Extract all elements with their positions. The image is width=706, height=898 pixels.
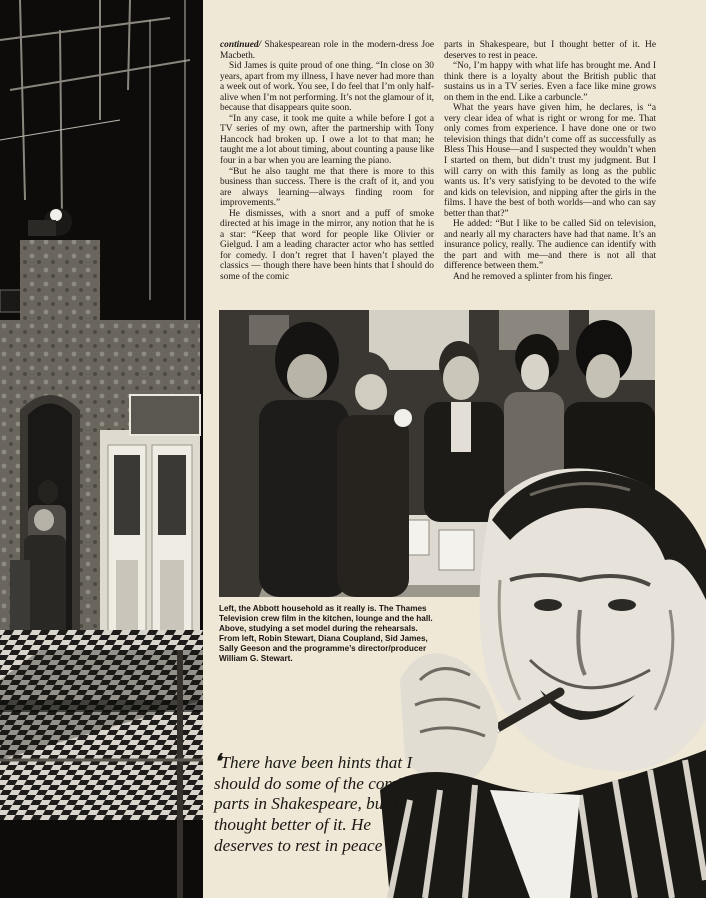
- article-paragraph: “In any case, it took me quite a while before I got a TV series of my own, after the partnership with Tony Hancock had broken up. I owe a lot to that man; he taught me a lot about timing, about counting a pause like four in a bar when you are learning the piano.: [220, 113, 434, 167]
- studio-set-photo: [0, 0, 203, 898]
- close-quote-mark: ❞: [382, 834, 394, 856]
- article-paragraph: “No, I’m happy with what life has brought me. And I think there is a loyalty about the British public that sustains us in a TV series. Even a face like mine grows on them in the end. Like a carbuncle.”: [444, 61, 656, 103]
- article-paragraph: He dismisses, with a snort and a puff of smoke directed at his image in the mirror, any notion that he is a star: “Keep that word for people like Olivier or Gielgud. I am a leading character actor who has settled for comedy. I don’t regret that I haven’t played the classics — though there have been hints that I should do some of the comic: [220, 208, 434, 283]
- article-paragraph: He added: “But I like to be called Sid on television, and nearly all my characters have had that name. It’s an insurance policy, really. The audience can identify with the part and with me—and there is not all that difference between them.”: [444, 219, 656, 272]
- studio-set-illustration: [0, 0, 203, 898]
- article-column-2: [444, 40, 656, 283]
- continued-label: continued/: [220, 40, 262, 50]
- pull-quote: [214, 752, 414, 857]
- article-paragraph: “But he also taught me that there is more to this business than success. There is the craft of it, and you are always learning—always finding room for improvements.”: [220, 166, 434, 209]
- article-column-1: [220, 40, 434, 283]
- pull-quote-text: There have been hints that I should do some of the comic parts in Shakespeare, but I thought better of it. He deserves to rest in peace: [214, 753, 413, 855]
- sid-james-portrait: [380, 460, 706, 898]
- article-paragraph: parts in Shakespeare, but I thought better of it. He deserves to rest in peace.: [444, 40, 656, 61]
- article-paragraph: And he removed a splinter from his finger.: [453, 272, 613, 283]
- article-paragraph: [220, 40, 434, 61]
- paragraph-text: Shakespearean role in the modern-dress Joe Macbeth.: [220, 40, 435, 61]
- photo-caption: Left, the Abbott household as it really is. The Thames Television crew film in the kitchen, lounge and the hall. Above, studying a set model during the rehearsals. From left, Robin Stewart, Diana Coupland, Sid James, Sally Geeson and the programme’s director/producer William G. Stewart.: [219, 604, 433, 663]
- open-quote-mark: ❛: [214, 751, 221, 773]
- article-paragraph: What the years have given him, he declares, is “a very clear idea of what is right or wrong for me. That only comes from experience. I have done one or two television things that didn’t come off as successfully as Bless This House—and I suspected they wouldn’t when I started on them, but didn’t trust my judgment. But I will carry on with this family as long as the public wants us. It’s very satisfying to be devoted to the wife and kids on television, and nipping after the girls in the films. I have the best of both worlds—and who can say better than that?”: [444, 103, 656, 219]
- portrait-illustration: [380, 460, 706, 898]
- article-paragraph: Sid James is quite proud of one thing. “In close on 30 years, apart from my illness, I have never had more than a week out of work. You see, I do feel that I’m only half-alive when I’m not performing. It’s not the glamour of it, because that disappears quite soon.: [220, 61, 435, 114]
